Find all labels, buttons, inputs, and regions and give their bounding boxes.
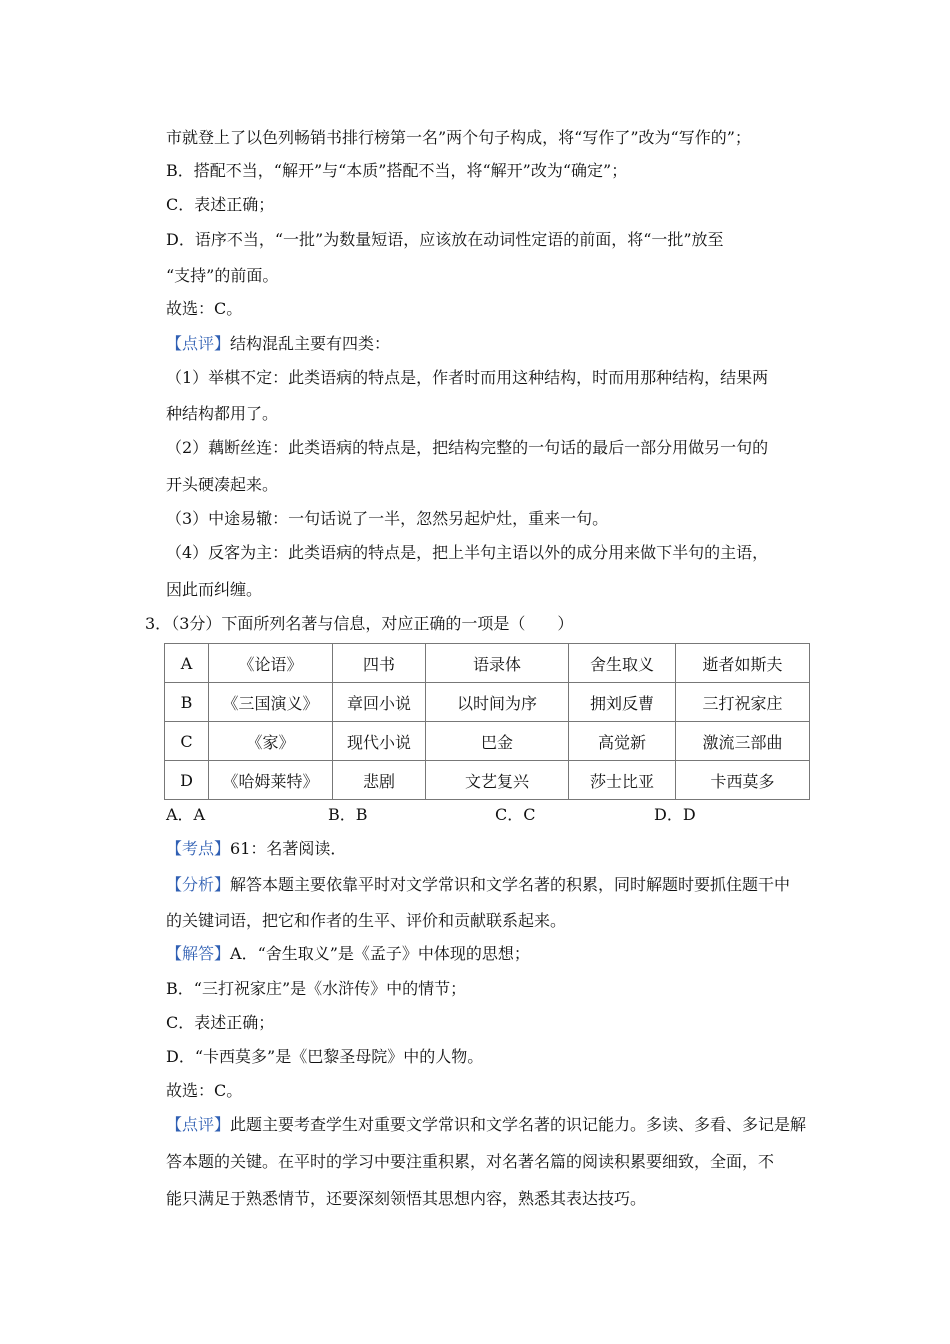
table-cell: B xyxy=(165,683,209,722)
table-cell: 拥刘反曹 xyxy=(569,683,676,722)
text-line: B．搭配不当，“解开”与“本质”搭配不当，将“解开”改为“确定”； xyxy=(166,161,628,180)
text-line: 因此而纠缠。 xyxy=(166,580,263,599)
text-line: D．“卡西莫多”是《巴黎圣母院》中的人物。 xyxy=(166,1047,484,1066)
text-line: 种结构都用了。 xyxy=(166,404,279,423)
table-cell: 文艺复兴 xyxy=(426,761,569,800)
table-cell: 《家》 xyxy=(209,722,333,761)
table-cell: 悲剧 xyxy=(333,761,426,800)
table-cell: 现代小说 xyxy=(333,722,426,761)
fenxi-tag: 【分析】 xyxy=(166,875,231,894)
option-b: B．B xyxy=(328,805,368,824)
question-stem xyxy=(145,614,573,634)
table-cell: 《三国演义》 xyxy=(209,683,333,722)
option-a: A．A xyxy=(166,805,206,824)
dianping-line xyxy=(166,1115,806,1135)
question-table xyxy=(164,643,810,800)
table-cell: A xyxy=(165,644,209,683)
table-cell: 《哈姆莱特》 xyxy=(209,761,333,800)
kaodian-line xyxy=(166,839,346,859)
text-line: C．表述正确； xyxy=(166,195,275,214)
kaodian-tag: 【考点】 xyxy=(166,839,231,858)
text-line: 的关键词语，把它和作者的生平、评价和贡献联系起来。 xyxy=(166,911,567,930)
text-line: （2）藕断丝连：此类语病的特点是，把结构完整的一句话的最后一部分用做另一句的 xyxy=(166,438,769,457)
question-text: （3分）下面所列名著与信息，对应正确的一项是（ ） xyxy=(171,614,574,633)
dianping-tag: 【点评】 xyxy=(166,1115,231,1134)
text-line: 市就登上了以色列畅销书排行榜第一名”两个句子构成，将“写作了”改为“写作的”； xyxy=(166,128,751,147)
table-cell: 以时间为序 xyxy=(426,683,569,722)
table-cell: 逝者如斯夫 xyxy=(676,644,810,683)
text-line: 能只满足于熟悉情节，还要深刻领悟其思想内容，熟悉其表达技巧。 xyxy=(166,1189,647,1208)
table-row xyxy=(165,683,810,722)
kaodian-text: 61：名著阅读． xyxy=(230,839,347,858)
text-line: （1）举棋不定：此类语病的特点是，作者时而用这种结构，时而用那种结构，结果两 xyxy=(166,368,769,387)
table-cell: D xyxy=(165,761,209,800)
option-d: D．D xyxy=(654,805,696,824)
text-line: 答本题的关键。在平时的学习中要注重积累，对名著名篇的阅读积累要细致，全面，不 xyxy=(166,1152,775,1171)
option-c: C．C xyxy=(495,805,536,824)
jieda-line xyxy=(166,944,530,964)
text-line: 故选：C。 xyxy=(166,299,243,318)
table-row xyxy=(165,722,810,761)
text-line: “支持”的前面。 xyxy=(166,266,279,285)
table-cell: 四书 xyxy=(333,644,426,683)
text-line: （4）反客为主：此类语病的特点是，把上半句主语以外的成分用来做下半句的主语， xyxy=(166,543,769,562)
dianping-text: 此题主要考查学生对重要文学常识和文学名著的识记能力。多读、多看、多记是解 xyxy=(230,1115,807,1134)
text-line: （3）中途易辙：一句话说了一半，忽然另起炉灶，重来一句。 xyxy=(166,509,609,528)
table-cell: C xyxy=(165,722,209,761)
fenxi-line xyxy=(166,875,790,895)
table-cell: 《论语》 xyxy=(209,644,333,683)
comment-heading xyxy=(166,334,390,354)
comment-tag: 【点评】 xyxy=(166,334,231,353)
table-cell: 高觉新 xyxy=(569,722,676,761)
text-line: 开头硬凑起来。 xyxy=(166,475,279,494)
table-row xyxy=(165,761,810,800)
table-cell: 卡西莫多 xyxy=(676,761,810,800)
table-cell: 巴金 xyxy=(426,722,569,761)
comment-intro: 结构混乱主要有四类： xyxy=(230,334,391,353)
question-number: 3． xyxy=(145,614,172,633)
text-line: 故选：C。 xyxy=(166,1081,243,1100)
jieda-text: A．“舍生取义”是《孟子》中体现的思想； xyxy=(230,944,530,963)
table-cell: 章回小说 xyxy=(333,683,426,722)
table-cell: 三打祝家庄 xyxy=(676,683,810,722)
table-cell: 激流三部曲 xyxy=(676,722,810,761)
text-line: C．表述正确； xyxy=(166,1013,275,1032)
fenxi-text: 解答本题主要依靠平时对文学常识和文学名著的积累，同时解题时要抓住题干中 xyxy=(230,875,791,894)
table-cell: 舍生取义 xyxy=(569,644,676,683)
text-line: B．“三打祝家庄”是《水浒传》中的情节； xyxy=(166,979,467,998)
text-line: D．语序不当，“一批”为数量短语，应该放在动词性定语的前面，将“一批”放至 xyxy=(166,230,724,249)
table-row xyxy=(165,644,810,683)
jieda-tag: 【解答】 xyxy=(166,944,231,963)
table-cell: 语录体 xyxy=(426,644,569,683)
table-cell: 莎士比亚 xyxy=(569,761,676,800)
